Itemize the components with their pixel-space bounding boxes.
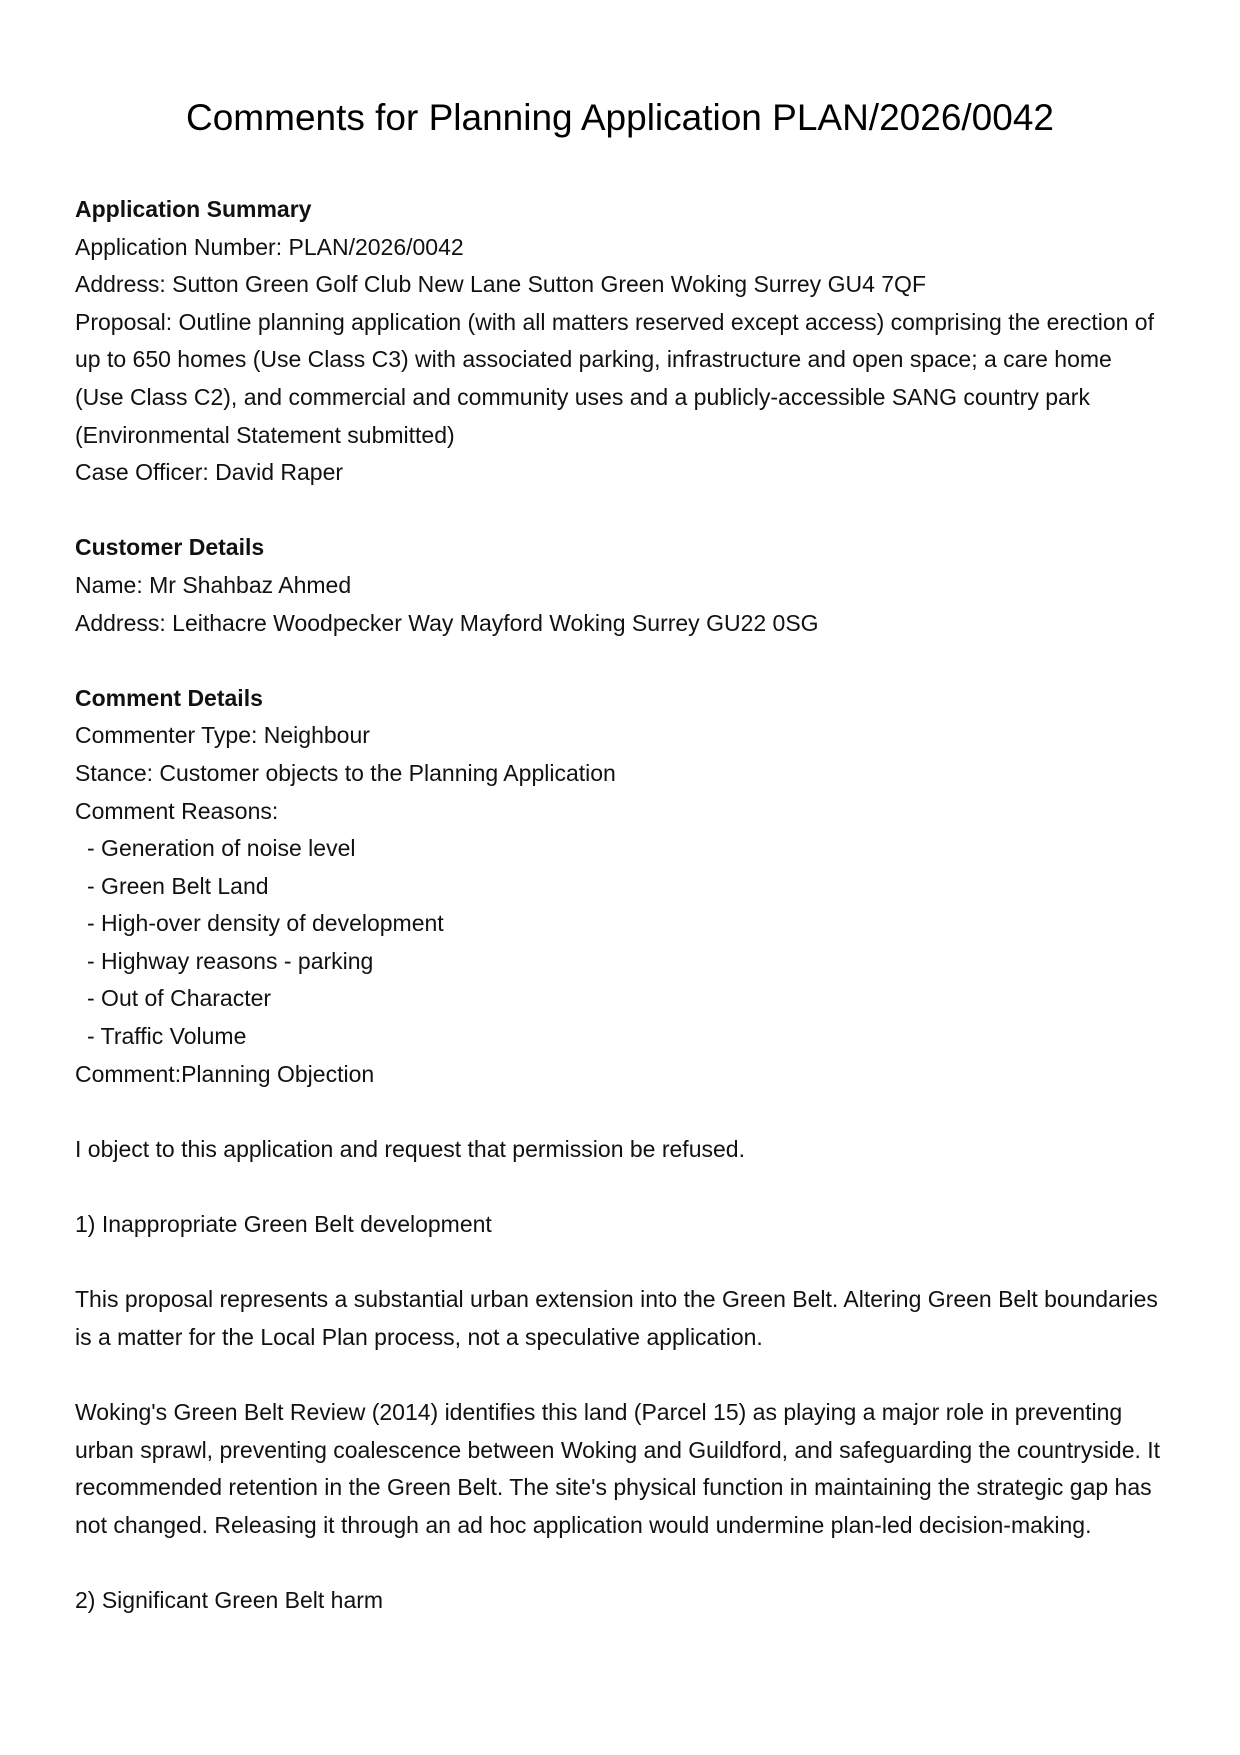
comment-details-heading: Comment Details bbox=[75, 684, 263, 711]
comment-reasons-label: Comment Reasons: bbox=[75, 797, 279, 824]
customer-address: Address: Leithacre Woodpecker Way Mayford Woking Surrey GU22 0SG bbox=[75, 609, 819, 636]
spacer bbox=[75, 1544, 1165, 1582]
stance: Stance: Customer objects to the Planning Application bbox=[75, 759, 616, 786]
comment-reason-item: - Highway reasons - parking bbox=[87, 947, 374, 974]
comment-reason-item: - Out of Character bbox=[87, 985, 272, 1012]
spacer bbox=[75, 1093, 1165, 1131]
spacer bbox=[75, 1168, 1165, 1206]
comment-reason-item: - Traffic Volume bbox=[87, 1023, 247, 1050]
spacer bbox=[75, 1356, 1165, 1394]
section-1-paragraph: This proposal represents a substantial urban extension into the Green Belt. Altering Green Belt boundaries is a matter for the Local Plan process, not a speculative application. bbox=[75, 1286, 1158, 1350]
application-summary-heading: Application Summary bbox=[75, 196, 312, 222]
spacer bbox=[75, 492, 1165, 530]
case-officer: Case Officer: David Raper bbox=[75, 459, 344, 486]
comment-reason-item: - High-over density of development bbox=[87, 910, 444, 937]
site-address: Address: Sutton Green Golf Club New Lane Sutton Green Woking Surrey GU4 7QF bbox=[75, 271, 926, 298]
spacer bbox=[75, 642, 1165, 680]
customer-details-section bbox=[75, 529, 1165, 642]
spacer bbox=[75, 1244, 1165, 1282]
customer-name: Name: Mr Shahbaz Ahmed bbox=[75, 571, 352, 598]
section-1-paragraph: Woking's Green Belt Review (2014) identifies this land (Parcel 15) as playing a major role in preventing urban sprawl, preventing coalescence between Woking and Guildford, and safeguarding the countryside. It recommended retention in the Green Belt. The site's physical function in maintaining the strategic gap has not changed. Releasing it through an ad hoc application would undermine plan-led decision-making. bbox=[75, 1399, 1161, 1538]
application-number: Application Number: PLAN/2026/0042 bbox=[75, 233, 464, 260]
comment-body bbox=[75, 1131, 1165, 1620]
commenter-type: Commenter Type: Neighbour bbox=[75, 722, 370, 749]
comment-label: Comment:Planning Objection bbox=[75, 1060, 375, 1087]
page-title: Comments for Planning Application PLAN/2026/0042 bbox=[186, 97, 1054, 138]
intro-paragraph: I object to this application and request that permission be refused. bbox=[75, 1135, 745, 1162]
section-1-heading: 1) Inappropriate Green Belt development bbox=[75, 1211, 492, 1238]
comment-reason-item: - Generation of noise level bbox=[87, 835, 356, 862]
application-summary-section bbox=[75, 191, 1165, 492]
customer-details-heading: Customer Details bbox=[75, 534, 265, 561]
document-content bbox=[75, 191, 1165, 1620]
proposal-text: Proposal: Outline planning application (with all matters reserved except access) comprising the erection of up to 650 homes (Use Class C3) with associated parking, infrastructure and open space; a care home (Use Class C2), and commercial and community uses and a publicly-accessible SANG country park (Environmental Statement submitted) bbox=[75, 308, 1154, 448]
comment-details-section bbox=[75, 680, 1165, 1094]
section-2-heading: 2) Significant Green Belt harm bbox=[75, 1586, 384, 1613]
comment-reason-item: - Green Belt Land bbox=[87, 872, 269, 899]
